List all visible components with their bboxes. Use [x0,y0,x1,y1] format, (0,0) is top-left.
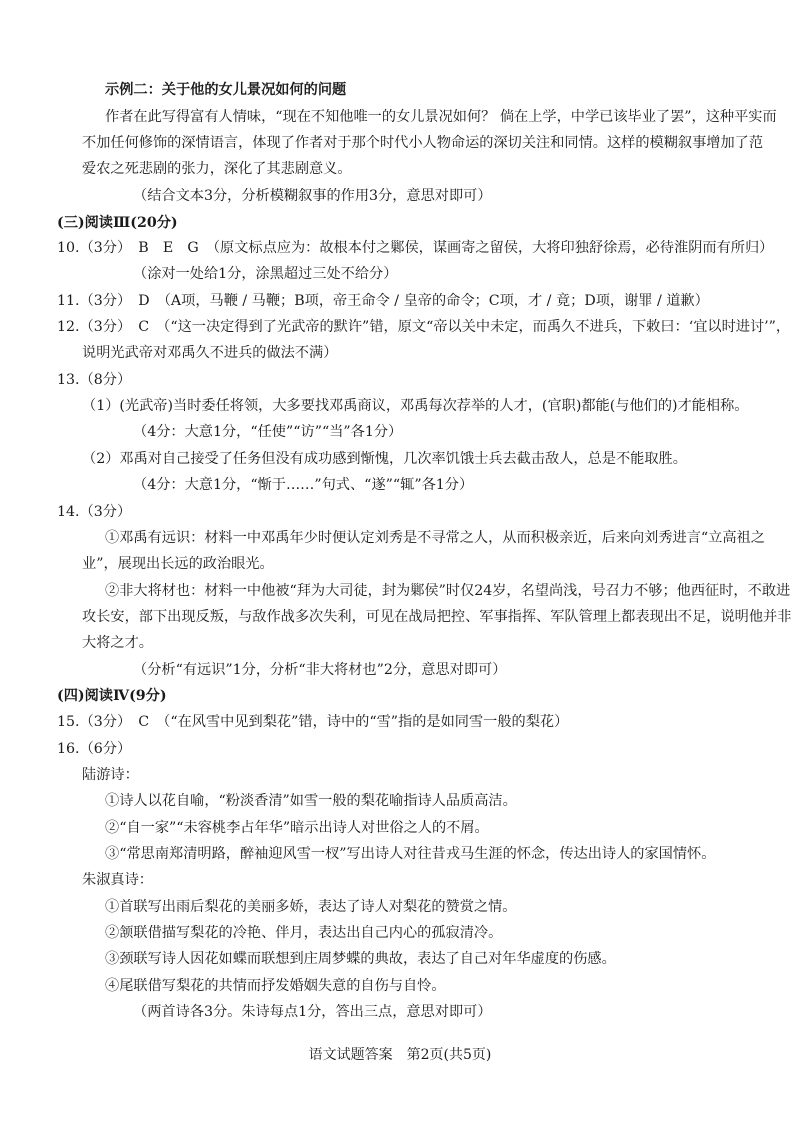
paragraph-line: 作者在此写得富有人情味，“现在不知他唯一的女儿景况如何？ 倘在上学，中学已该毕业了罢”，这种平实而 [105,109,777,125]
poet-label: 陆游诗： [82,767,139,783]
scoring-note: （涂对一处给1分，涂黑超过三处不给分） [133,266,398,282]
question-heading: 16.（6分） [57,741,132,757]
page-footer: 语文试题答案 第2页(共5页) [308,1047,492,1063]
paragraph-line: 爱农之死悲剧的张力，深化了其悲剧意义。 [82,161,352,177]
answer-line: 10.（3分） B E G （原文标点应为：故根本付之鄛侯，谋画寄之留侯，大将印独舒徐焉，必待淮阴而有所归） [57,240,774,256]
answer-line: 说明光武帝对邓禹久不进兵的做法不满） [82,345,338,361]
section-heading: (四)阅读Ⅳ(9分) [57,688,167,704]
answer-line: 攻长安，部下出现反叛，与敌作战多次失利，可见在战局把控、军事指挥、军队管理上都表现出不足，说明他并非 [82,609,792,625]
answer-line: ①诗人以花自喻，“粉淡香清”如雪一般的梨花喻指诗人品质高洁。 [105,793,517,809]
question-heading: 13.（8分） [57,372,132,388]
answer-line: （1）(光武帝)当时委任将领，大多要找邓禹商议，邓禹每次荐举的人才，(官职)都能(与他们的)才能相称。 [82,398,749,414]
answer-line: ③颈联写诗人因花如蝶而联想到庄周梦蝶的典故，表达了自己对年华虚度的伤感。 [105,951,616,967]
answer-line: 大将之才。 [82,635,153,651]
answer-line: 15.（3分） C （“在风雪中见到梨花”错，诗中的“雪”指的是如同雪一般的梨花） [57,714,569,730]
answer-line: 11.（3分） D （A项，马鞭 / 马鞭；B项，帝王命令 / 皇帝的命令；C项，才 / 竟；D项，谢罪 / 道歉） [57,293,709,309]
answer-line: ②“自一家”“未容桃李占年华”暗示出诗人对世俗之人的不屑。 [105,820,489,836]
poet-label: 朱淑真诗： [82,872,153,888]
answer-line: （2）邓禹对自己接受了任务但没有成功感到惭愧，几次率饥饿士兵去截击敌人，总是不能取胜。 [82,451,687,467]
question-heading: 14.（3分） [57,504,132,520]
paragraph-line: 不加任何修饰的深情语言，体现了作者对于那个时代小人物命运的深切关注和同情。这样的模糊叙事增加了范 [82,135,764,151]
answer-line: ③“常思南郑清明路，醉袖迎风雪一杈”写出诗人对往昔戎马生涯的怀念，传达出诗人的家国情怀。 [105,846,716,862]
scoring-note: （4分：大意1分，“惭于……”句式、“遂”“辄”各1分） [133,477,474,493]
scoring-note: （4分：大意1分，“任使”“访”“当”各1分） [133,424,403,440]
example-two-heading: 示例二：关于他的女儿景况如何的问题 [105,82,347,98]
answer-line: ④尾联借写梨花的共情而抒发婚姻失意的自伤与自怜。 [105,978,446,994]
answer-line: 业”，展现出长远的政治眼光。 [82,556,274,572]
scoring-note: （两首诗各3分。朱诗每点1分，答出三点，意思对即可） [133,1004,492,1020]
answer-line: 12.（3分） C （“这一决定得到了光武帝的默许”错，原文“帝以关中未定，而禹久不进兵，下敕曰：‘宜以时进讨’”， [57,319,791,335]
scoring-note: （结合文本3分，分析模糊叙事的作用3分，意思对即可） [133,188,492,204]
answer-line: ①首联写出雨后梨花的美丽多娇，表达了诗人对梨花的赞赏之情。 [105,899,517,915]
answer-line: ②颔联借描写梨花的冷艳、伴月，表达出自己内心的孤寂清冷。 [105,925,503,941]
scoring-note: （分析“有远识”1分，分析“非大将材也”2分，意思对即可） [133,662,507,678]
answer-line: ②非大将材也：材料一中他被“拜为大司徒，封为鄛侯”时仅24岁，名望尚浅，号召力不够；他西征时，不敢进 [105,583,791,599]
answer-line: ①邓禹有远识：材料一中邓禹年少时便认定刘秀是不寻常之人，从而积极亲近，后来向刘秀进言“立高祖之 [105,530,765,546]
section-heading: (三)阅读Ⅲ(20分) [57,215,178,231]
